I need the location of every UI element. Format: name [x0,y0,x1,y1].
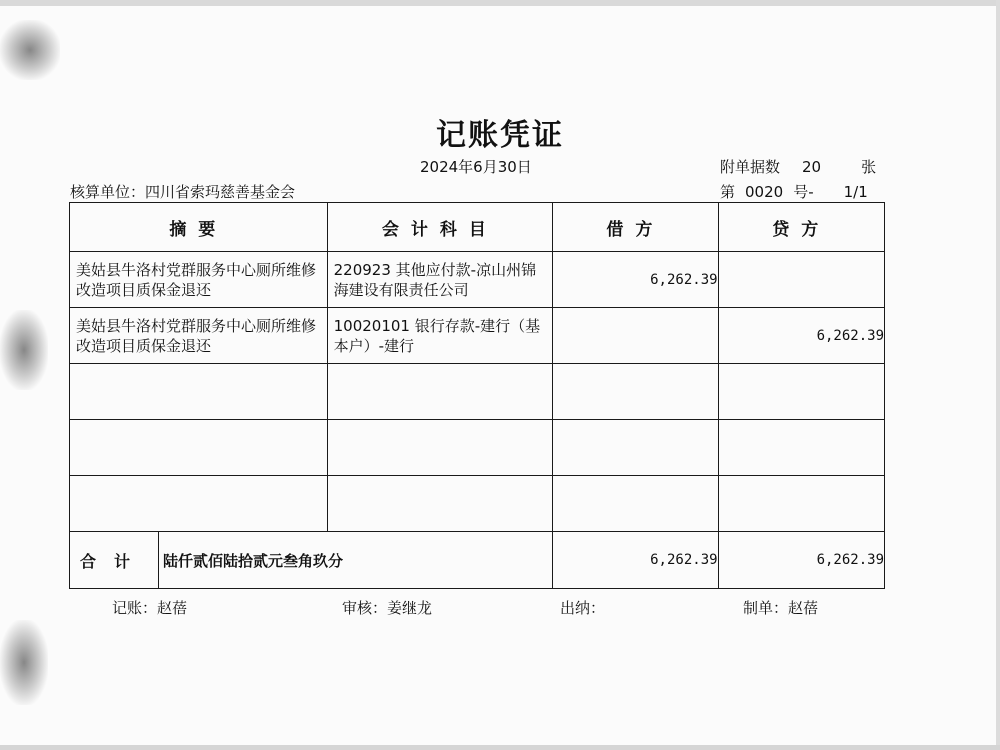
table-row-empty [70,364,885,420]
scan-smudge [0,620,48,705]
account-text: 220923 其他应付款-凉山州锦海建设有限责任公司 [333,260,537,299]
table-row [70,252,885,308]
attachments-info [720,156,876,177]
voucher-number-line [720,181,868,202]
credit-cell [718,252,884,308]
voucher-page: 1/1 [843,183,868,201]
attachments-count: 20 [802,158,822,176]
header-credit: 贷方 [718,203,884,252]
total-credit: 6,262.39 [718,532,884,589]
cashier-label: 出纳： [560,599,606,617]
voucher-number: 0020 [745,183,784,201]
scan-edge-bottom [0,745,1000,750]
attachments-unit: 张 [861,158,877,176]
bookkeeper-signature [112,597,187,618]
header-account: 会计科目 [327,203,553,252]
table-row-empty [70,420,885,476]
table-row-empty [70,476,885,532]
total-amount-in-words: 陆仟贰佰陆拾贰元叁角玖分 [163,551,344,570]
accounting-unit [70,181,295,202]
preparer-name: 赵蓓 [788,599,819,617]
header-summary: 摘要 [70,203,328,252]
table-row [70,308,885,364]
summary-text: 美姑县牛洛村党群服务中心厕所维修改造项目质保金退还 [76,260,317,299]
debit-cell: 6,262.39 [553,252,718,308]
reviewer-name: 姜继龙 [387,599,433,617]
summary-text: 美姑县牛洛村党群服务中心厕所维修改造项目质保金退还 [76,316,317,355]
cashier-signature [560,597,605,618]
unit-label: 核算单位： [70,183,146,201]
scan-smudge [0,310,48,390]
voucher-table [69,202,885,589]
voucher-date: 2024年6月30日 [420,158,532,176]
page-title: 记账凭证 [436,118,564,153]
bookkeeper-label: 记账： [112,599,158,617]
total-row [70,532,885,589]
reviewer-label: 审核： [342,599,388,617]
credit-cell: 6,262.39 [718,308,884,364]
preparer-label: 制单： [743,599,789,617]
bookkeeper-name: 赵蓓 [157,599,188,617]
unit-name: 四川省索玛慈善基金会 [145,183,296,201]
account-text: 10020101 银行存款-建行（基本户）-建行 [333,316,541,355]
scan-smudge [0,20,60,80]
debit-cell [553,308,718,364]
voucher-prefix: 第 [720,183,736,201]
attachments-label: 附单据数 [720,158,781,176]
header-debit: 借方 [553,203,718,252]
total-words-cell [70,532,553,589]
scan-edge-top [0,0,1000,6]
total-label: 合计 [70,532,159,588]
voucher-suffix: 号- [793,183,814,201]
summary-cell [70,308,328,364]
table-header-row [70,203,885,252]
account-cell [327,252,553,308]
summary-cell [70,252,328,308]
total-debit: 6,262.39 [553,532,718,589]
account-cell [327,308,553,364]
reviewer-signature [342,597,432,618]
preparer-signature [743,597,818,618]
